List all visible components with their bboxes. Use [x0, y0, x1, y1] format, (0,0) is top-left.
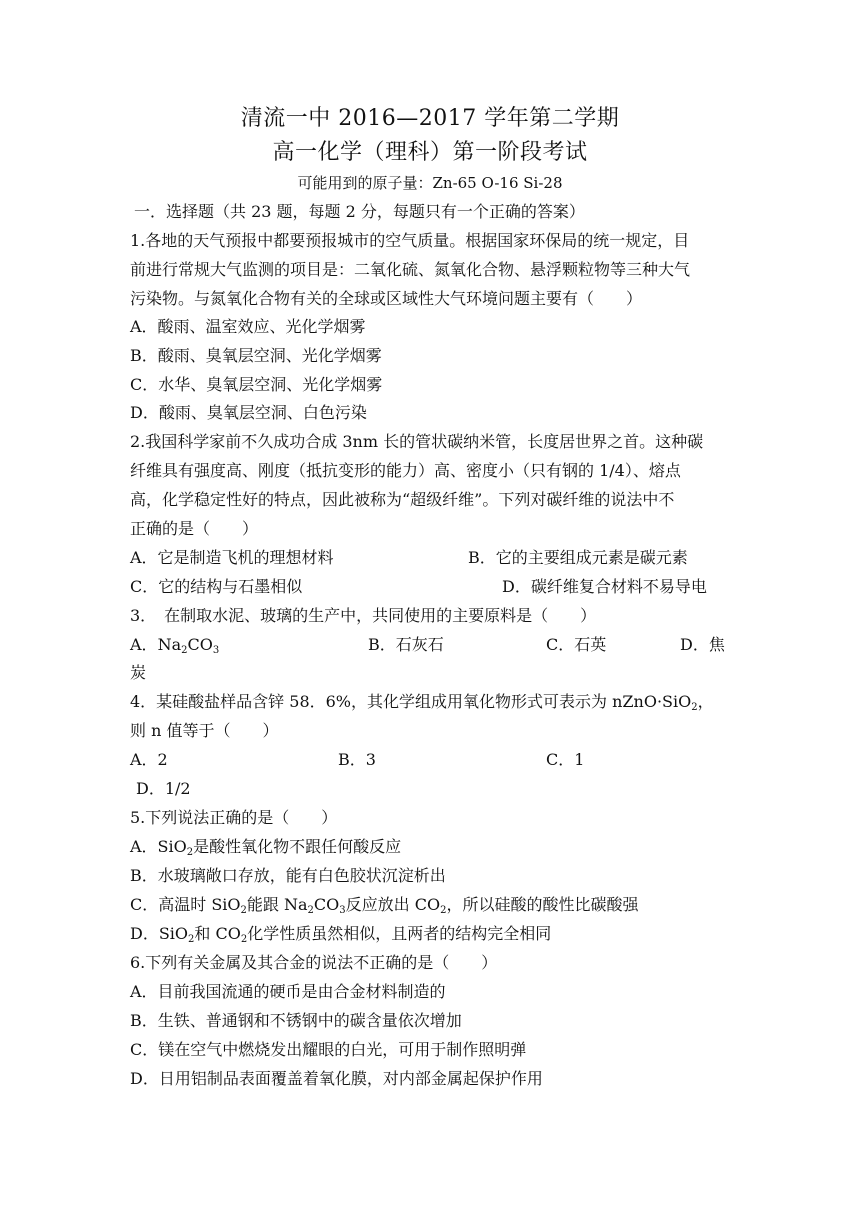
formula-subscript: 2: [240, 905, 247, 916]
option-text: A．SiO: [130, 837, 187, 856]
question-5-option-b: B．水玻璃敞口存放，能有白色胶状沉淀析出: [130, 866, 446, 885]
question-5-option-c: [130, 895, 740, 915]
option-text: 化学性质虽然相似，且两者的结构完全相同: [247, 924, 552, 943]
formula-subscript: 2: [240, 934, 248, 945]
formula-subscript: 2: [691, 702, 698, 713]
question-2-option-d: D．碳纤维复合材料不易导电: [502, 577, 707, 596]
question-6-option-b: B．生铁、普通钢和不锈钢中的碳含量依次增加: [130, 1011, 462, 1030]
question-2-option-a: A．它是制造飞机的理想材料: [130, 548, 334, 567]
question-1-stem-line3: 污染物。与氮氧化合物有关的全球或区域性大气环境问题主要有（ ）: [130, 289, 643, 308]
question-1-option-d: D．酸雨、臭氧层空洞、白色污染: [130, 403, 367, 422]
formula-subscript: 2: [307, 905, 314, 916]
question-2-option-b: B．它的主要组成元素是碳元素: [468, 548, 688, 567]
question-5-option-d: [130, 924, 740, 944]
option-text: 能跟 Na: [246, 895, 308, 914]
option-text: ，所以硅酸的酸性比碳酸强: [446, 895, 639, 914]
formula-part: CO: [187, 635, 213, 654]
question-4-stem-text: 4．某硅酸盐样品含锌 58．6%，其化学组成用氧化物形式可表示为 nZnO·SiO: [130, 692, 692, 711]
option-text: D．SiO: [130, 924, 189, 943]
question-2-stem-line1: 2.我国科学家前不久成功合成 3nm 长的管状碳纳米管，长度居世界之首。这种碳: [130, 432, 704, 451]
question-4-option-c: C．1: [546, 750, 585, 769]
formula-subscript: 2: [440, 905, 447, 916]
question-3-option-d-wrap: 炭: [130, 663, 147, 682]
question-6-option-a: A．目前我国流通的硬币是由合金材料制造的: [130, 982, 446, 1001]
question-1-stem-line2: 前进行常规大气监测的项目是：二氧化硫、氮氧化合物、悬浮颗粒物等三种大气: [130, 260, 691, 279]
exam-title-line1: 清流一中 2016—2017 学年第二学期: [240, 106, 620, 131]
formula-subscript: 3: [212, 645, 220, 656]
question-6-stem: 6.下列有关金属及其合金的说法不正确的是（ ）: [130, 953, 498, 972]
question-2-stem-line4: 正确的是（ ）: [130, 519, 259, 538]
option-text: 和 CO: [194, 924, 241, 943]
question-4-stem-line2: 则 n 值等于（ ）: [130, 721, 279, 740]
question-1-option-c: C．水华、臭氧层空洞、光化学烟雾: [130, 375, 383, 394]
option-text: 是酸性氧化物不跟任何酸反应: [193, 837, 402, 856]
option-text: C．高温时 SiO: [130, 895, 241, 914]
question-6-option-d: D．日用铝制品表面覆盖着氧化膜，对内部金属起保护作用: [130, 1069, 543, 1088]
question-1-option-b: B．酸雨、臭氧层空洞、光化学烟雾: [130, 346, 382, 365]
question-5-option-a: [130, 837, 740, 857]
section-heading: 一．选择题（共 23 题，每题 2 分，每题只有一个正确的答案）: [134, 202, 585, 221]
option-text: 反应放出 CO: [345, 895, 441, 914]
option-text: CO: [313, 895, 340, 914]
question-2-option-c: C．它的结构与石墨相似: [130, 577, 303, 596]
question-2-stem-line3: 高，化学稳定性好的特点，因此被称为“超级纤维”。下列对碳纤维的说法中不: [130, 490, 675, 509]
question-6-option-c: C．镁在空气中燃烧发出耀眼的白光，可用于制作照明弹: [130, 1040, 527, 1059]
formula-subscript: 2: [186, 847, 194, 858]
question-1-stem-line1: 1.各地的天气预报中都要预报城市的空气质量。根据国家环保局的统一规定，目: [130, 231, 690, 250]
question-2-stem-line2: 纤维具有强度高、刚度（抵抗变形的能力）高、密度小（只有钢的 1/4）、熔点: [130, 461, 681, 480]
question-3-option-a: [130, 635, 219, 655]
question-4-stem-punct: ，: [697, 692, 714, 711]
exam-title-line2: 高一化学（理科）第一阶段考试: [272, 140, 588, 165]
question-5-stem: 5.下列说法正确的是（ ）: [130, 808, 338, 827]
question-4-stem-line1: [130, 692, 740, 712]
question-3-option-b: B．石灰石: [368, 635, 444, 654]
question-3-option-c: C．石英: [546, 635, 607, 654]
formula-part: Na: [157, 635, 182, 654]
formula-subscript: 2: [188, 934, 195, 945]
question-3-option-d: D．焦: [680, 635, 725, 654]
question-1-option-a: A．酸雨、温室效应、光化学烟雾: [130, 317, 366, 336]
formula-subscript: 3: [339, 905, 346, 916]
atomic-masses: 可能用到的原子量：Zn-65 O-16 Si-28: [297, 174, 563, 192]
question-3-stem: 3． 在制取水泥、玻璃的生产中，共同使用的主要原料是（ ）: [130, 606, 597, 625]
question-4-option-d: D．1/2: [136, 779, 191, 798]
question-4-option-a: A．2: [130, 750, 168, 769]
question-4-option-b: B．3: [338, 750, 376, 769]
question-3-option-a-letter: A．: [130, 635, 158, 654]
formula-subscript: 2: [181, 645, 188, 656]
